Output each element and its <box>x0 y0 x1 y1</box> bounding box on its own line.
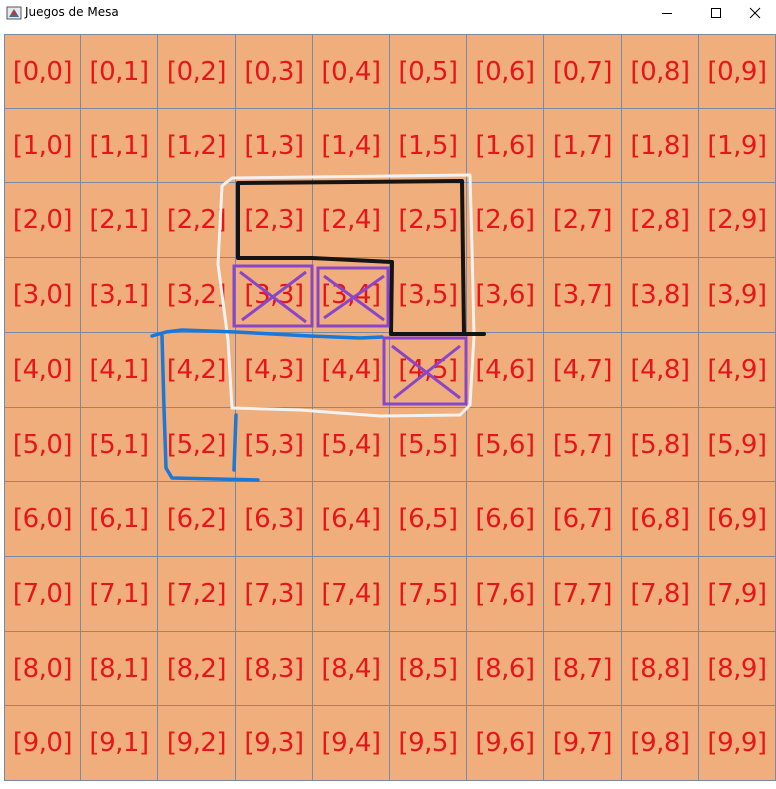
board-cell-0-8[interactable]: [0,8] <box>622 34 699 109</box>
board-cell-6-2[interactable]: [6,2] <box>158 482 236 557</box>
board-cell-3-0[interactable]: [3,0] <box>4 258 81 333</box>
board-cell-5-3[interactable]: [5,3] <box>236 408 313 482</box>
board-cell-9-7[interactable]: [9,7] <box>544 706 622 781</box>
board-cell-4-7[interactable]: [4,7] <box>544 333 622 408</box>
board-cell-3-8[interactable]: [3,8] <box>622 258 699 333</box>
close-icon <box>749 7 761 19</box>
board-cell-3-5[interactable]: [3,5] <box>390 258 467 333</box>
board-cell-6-5[interactable]: [6,5] <box>390 482 467 557</box>
board-cell-2-9[interactable]: [2,9] <box>699 183 776 258</box>
board-cell-8-8[interactable]: [8,8] <box>622 632 699 706</box>
minimize-button[interactable] <box>644 0 690 26</box>
board-cell-8-9[interactable]: [8,9] <box>699 632 776 706</box>
board-cell-4-6[interactable]: [4,6] <box>467 333 544 408</box>
board-cell-0-6[interactable]: [0,6] <box>467 34 544 109</box>
board-cell-7-7[interactable]: [7,7] <box>544 557 622 632</box>
board-cell-9-1[interactable]: [9,1] <box>81 706 158 781</box>
board-cell-8-1[interactable]: [8,1] <box>81 632 158 706</box>
board-cell-1-1[interactable]: [1,1] <box>81 109 158 183</box>
board-cell-6-1[interactable]: [6,1] <box>81 482 158 557</box>
board-cell-7-6[interactable]: [7,6] <box>467 557 544 632</box>
title-bar[interactable] <box>0 0 776 26</box>
board-cell-9-5[interactable]: [9,5] <box>390 706 467 781</box>
board-cell-2-3[interactable]: [2,3] <box>236 183 313 258</box>
board-cell-6-3[interactable]: [6,3] <box>236 482 313 557</box>
board-cell-3-4[interactable]: [3,4] <box>313 258 390 333</box>
board-cell-0-9[interactable]: [0,9] <box>699 34 776 109</box>
board-cell-7-9[interactable]: [7,9] <box>699 557 776 632</box>
board-cell-1-4[interactable]: [1,4] <box>313 109 390 183</box>
minimize-icon <box>661 7 673 19</box>
board-cell-6-6[interactable]: [6,6] <box>467 482 544 557</box>
board-cell-5-4[interactable]: [5,4] <box>313 408 390 482</box>
board-cell-5-6[interactable]: [5,6] <box>467 408 544 482</box>
board-cell-5-5[interactable]: [5,5] <box>390 408 467 482</box>
board-cell-5-1[interactable]: [5,1] <box>81 408 158 482</box>
board-cell-2-1[interactable]: [2,1] <box>81 183 158 258</box>
board-cell-1-7[interactable]: [1,7] <box>544 109 622 183</box>
board-cell-1-6[interactable]: [1,6] <box>467 109 544 183</box>
game-app-icon[interactable] <box>6 5 22 21</box>
board-cell-4-3[interactable]: [4,3] <box>236 333 313 408</box>
board-cell-0-2[interactable]: [0,2] <box>158 34 236 109</box>
board-cell-8-7[interactable]: [8,7] <box>544 632 622 706</box>
board-cell-8-6[interactable]: [8,6] <box>467 632 544 706</box>
board-cell-5-7[interactable]: [5,7] <box>544 408 622 482</box>
board-cell-9-0[interactable]: [9,0] <box>4 706 81 781</box>
board-cell-9-8[interactable]: [9,8] <box>622 706 699 781</box>
board-cell-9-3[interactable]: [9,3] <box>236 706 313 781</box>
board-cell-4-1[interactable]: [4,1] <box>81 333 158 408</box>
board-cell-4-5[interactable]: [4,5] <box>390 333 467 408</box>
board-cell-7-2[interactable]: [7,2] <box>158 557 236 632</box>
maximize-icon <box>710 7 722 19</box>
board-cell-3-9[interactable]: [3,9] <box>699 258 776 333</box>
board-cell-9-2[interactable]: [9,2] <box>158 706 236 781</box>
board-cell-2-5[interactable]: [2,5] <box>390 183 467 258</box>
board-cell-9-9[interactable]: [9,9] <box>699 706 776 781</box>
board-cell-6-4[interactable]: [6,4] <box>313 482 390 557</box>
board-cell-3-6[interactable]: [3,6] <box>467 258 544 333</box>
board-cell-0-0[interactable]: [0,0] <box>4 34 81 109</box>
board-cell-3-7[interactable]: [3,7] <box>544 258 622 333</box>
board-cell-0-4[interactable]: [0,4] <box>313 34 390 109</box>
board-cell-4-2[interactable]: [4,2] <box>158 333 236 408</box>
board-cell-6-9[interactable]: [6,9] <box>699 482 776 557</box>
board-cell-0-5[interactable]: [0,5] <box>390 34 467 109</box>
board-cell-6-0[interactable]: [6,0] <box>4 482 81 557</box>
board-cell-7-0[interactable]: [7,0] <box>4 557 81 632</box>
board-cell-2-2[interactable]: [2,2] <box>158 183 236 258</box>
board-cell-8-5[interactable]: [8,5] <box>390 632 467 706</box>
board-cell-5-8[interactable]: [5,8] <box>622 408 699 482</box>
board-cell-4-9[interactable]: [4,9] <box>699 333 776 408</box>
window-title: Juegos de Mesa <box>25 5 119 19</box>
board-cell-8-0[interactable]: [8,0] <box>4 632 81 706</box>
board-cell-5-0[interactable]: [5,0] <box>4 408 81 482</box>
board-cell-8-4[interactable]: [8,4] <box>313 632 390 706</box>
board-cell-1-0[interactable]: [1,0] <box>4 109 81 183</box>
board-cell-4-0[interactable]: [4,0] <box>4 333 81 408</box>
board-cell-0-1[interactable]: [0,1] <box>81 34 158 109</box>
game-board <box>4 34 776 781</box>
board-cell-5-2[interactable]: [5,2] <box>158 408 236 482</box>
board-cell-1-3[interactable]: [1,3] <box>236 109 313 183</box>
board-cell-6-7[interactable]: [6,7] <box>544 482 622 557</box>
board-cell-4-4[interactable]: [4,4] <box>313 333 390 408</box>
board-cell-2-6[interactable]: [2,6] <box>467 183 544 258</box>
board-cell-2-4[interactable]: [2,4] <box>313 183 390 258</box>
board-cell-1-2[interactable]: [1,2] <box>158 109 236 183</box>
board-cell-8-3[interactable]: [8,3] <box>236 632 313 706</box>
board-cell-3-2[interactable]: [3,2] <box>158 258 236 333</box>
board-cell-8-2[interactable]: [8,2] <box>158 632 236 706</box>
board-cell-7-8[interactable]: [7,8] <box>622 557 699 632</box>
board-cell-7-4[interactable]: [7,4] <box>313 557 390 632</box>
board-cell-2-8[interactable]: [2,8] <box>622 183 699 258</box>
board-cell-3-3[interactable]: [3,3] <box>236 258 313 333</box>
board-cell-7-3[interactable]: [7,3] <box>236 557 313 632</box>
board-cell-1-8[interactable]: [1,8] <box>622 109 699 183</box>
board-cell-0-7[interactable]: [0,7] <box>544 34 622 109</box>
close-button[interactable] <box>732 0 776 26</box>
board-cell-7-5[interactable]: [7,5] <box>390 557 467 632</box>
board-cell-9-6[interactable]: [9,6] <box>467 706 544 781</box>
board-cell-9-4[interactable]: [9,4] <box>313 706 390 781</box>
board-cell-6-8[interactable]: [6,8] <box>622 482 699 557</box>
board-cell-1-9[interactable]: [1,9] <box>699 109 776 183</box>
board-cell-4-8[interactable]: [4,8] <box>622 333 699 408</box>
board-cell-1-5[interactable]: [1,5] <box>390 109 467 183</box>
board-cell-5-9[interactable]: [5,9] <box>699 408 776 482</box>
board-cell-7-1[interactable]: [7,1] <box>81 557 158 632</box>
board-cell-3-1[interactable]: [3,1] <box>81 258 158 333</box>
board-cell-2-0[interactable]: [2,0] <box>4 183 81 258</box>
board-cell-2-7[interactable]: [2,7] <box>544 183 622 258</box>
board-cell-0-3[interactable]: [0,3] <box>236 34 313 109</box>
